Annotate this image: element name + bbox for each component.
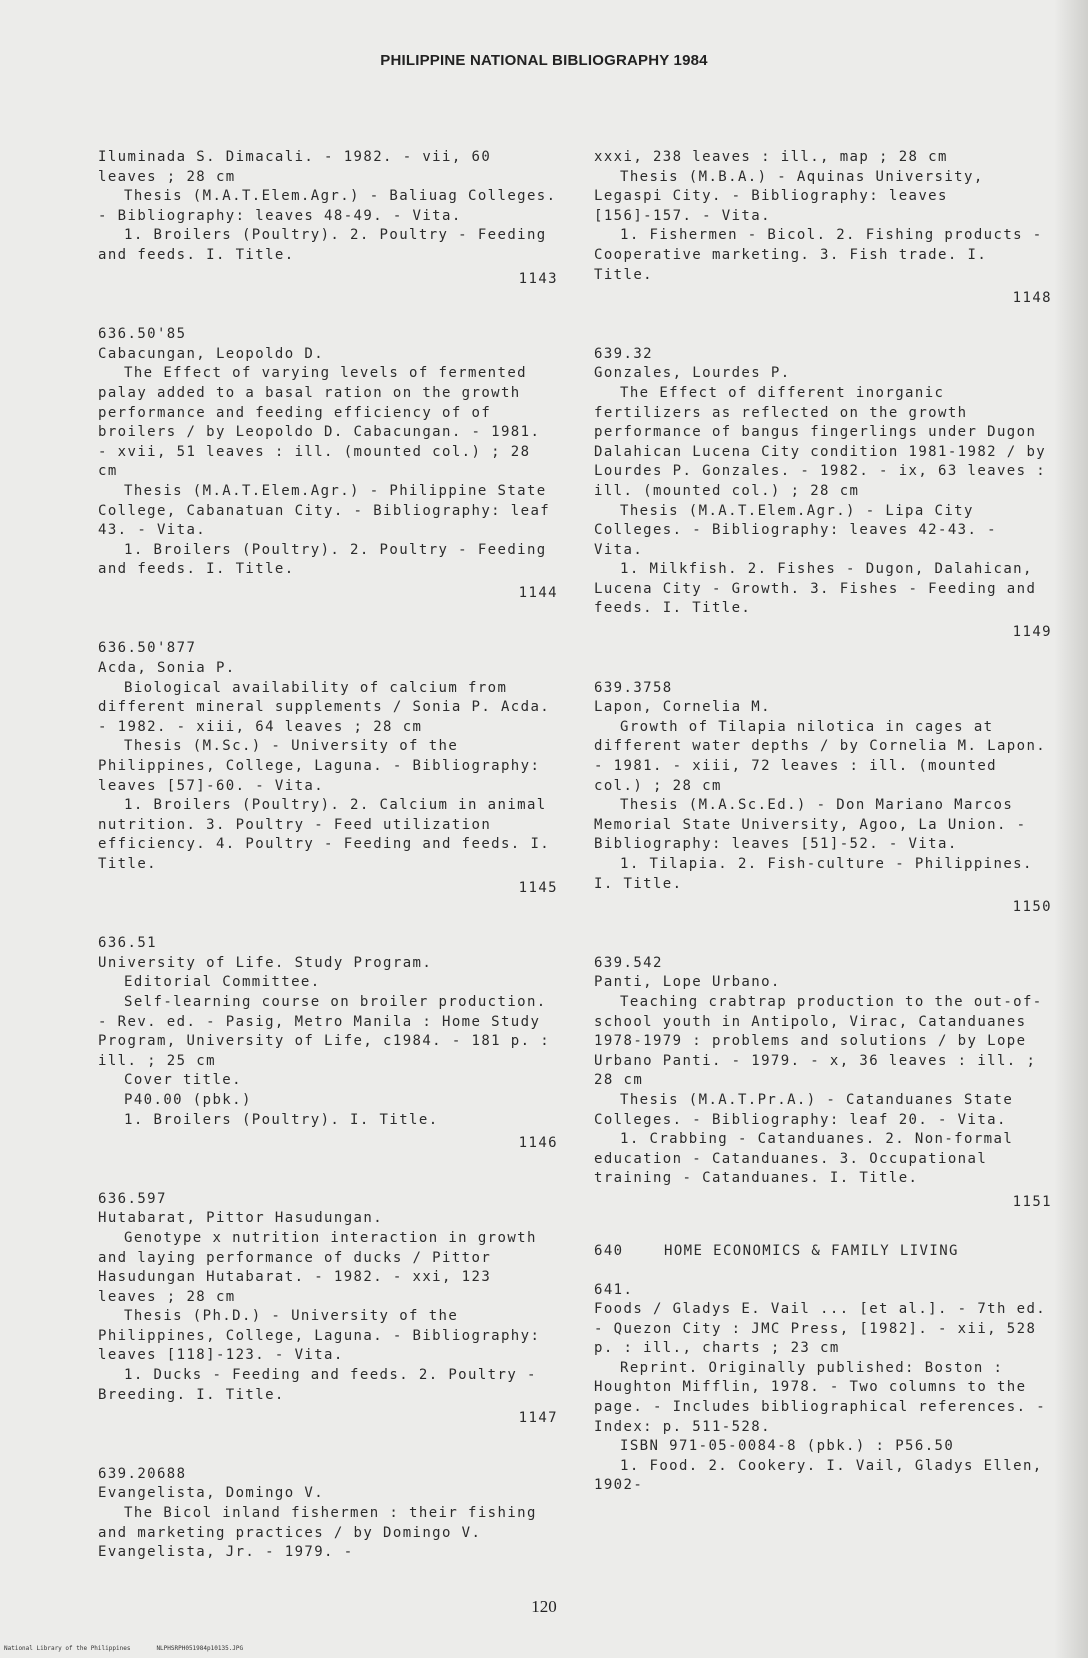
entry-subjects: 1. Broilers (Poultry). 2. Poultry - Feeding and feeds. I. Title. — [98, 541, 547, 578]
entry-thesis-note: Thesis (M.A.T.Elem.Agr.) - Lipa City Colleges. - Bibliography: leaves 42-43. - Vita. — [594, 502, 997, 558]
entry-number: 1144 — [518, 584, 558, 601]
entry-author: Hutabarat, Pittor Hasudungan. — [98, 1210, 384, 1227]
entry-title: Biological availability of calcium from different mineral supplements / Sonia P. Acda. - 1982. - xiii, 64 leaves ; 28 cm — [98, 679, 551, 735]
class-number: 639.542 — [594, 954, 663, 971]
bib-entry — [98, 325, 558, 603]
entry-thesis-note: Thesis (M.A.T.Elem.Agr.) - Baliuag Colleges. - Bibliography: leaves 48-49. - Vita. — [98, 188, 557, 224]
entry-thesis-note: Thesis (M.A.T.Pr.A.) - Catanduanes State Colleges. - Bibliography: leaf 20. - Vita. — [594, 1091, 1014, 1128]
entry-subjects: 1. Ducks - Feeding and feeds. 2. Poultry - Breeding. I. Title. — [98, 1367, 537, 1403]
entry-title: Foods / Gladys E. Vail ... [et al.]. - 7th ed. - Quezon City : JMC Press, [1982]. - xii, 528 p. : ill., charts ; 23 cm — [594, 1301, 1047, 1357]
class-number: 636.597 — [98, 1190, 167, 1207]
bib-entry — [98, 1465, 558, 1563]
library-credit: National Library of the Philippines — [4, 1645, 131, 1652]
scan-file-name: NLPHSRPH051984p10135.JPG — [156, 1645, 244, 1652]
entry-note: Reprint. Originally published: Boston : Houghton Mifflin, 1978. - Two columns to the page. - Includes bibliographical references. - Index: p. 511-528. — [594, 1359, 1047, 1435]
entry-thesis-note: Thesis (M.A.T.Elem.Agr.) - Philippine State College, Cabanatuan City. - Bibliography: leaf 43. - Vita. — [98, 482, 551, 539]
class-number: 636.50'85 — [98, 326, 187, 343]
entry-author: Acda, Sonia P. — [98, 660, 236, 677]
entry-title: The Bicol inland fishermen : their fishing and marketing practices / by Domingo V. Evangelista, Jr. - 1979. - — [98, 1505, 537, 1561]
entry-author: Panti, Lope Urbano. — [594, 974, 781, 991]
entry-number: 1146 — [518, 1135, 558, 1152]
entry-number: 1150 — [1012, 899, 1052, 916]
bib-entry — [594, 954, 1052, 1213]
entry-subjects: 1. Crabbing - Catanduanes. 2. Non-formal education - Catanduanes. 3. Occupational training - Catanduanes. I. Title. — [594, 1131, 1014, 1187]
left-column — [98, 148, 558, 1563]
bib-entry — [594, 345, 1052, 643]
entry-number: 1147 — [518, 1410, 558, 1427]
class-number: 636.50'877 — [98, 640, 197, 657]
entry-thesis-note: Thesis (M.A.Sc.Ed.) - Don Mariano Marcos Memorial State University, Agoo, La Union. - Bibliography: leaves [51]-52. - Vita. — [594, 797, 1027, 853]
entry-subjects: 1. Broilers (Poultry). 2. Calcium in animal nutrition. 3. Poultry - Feed utilization efficiency. 4. Poultry - Feeding and feeds. I. Title. — [98, 797, 551, 872]
entry-thesis-note: Thesis (M.Sc.) - University of the Philippines, College, Laguna. - Bibliography: leaves [57]-60. - Vita. — [98, 738, 541, 794]
entry-number: 1149 — [1012, 624, 1052, 641]
entry-author: Cabacungan, Leopoldo D. — [98, 345, 325, 362]
section-number: 640 — [594, 1242, 624, 1259]
section-heading — [594, 1243, 1052, 1259]
class-number: 639.3758 — [594, 679, 673, 696]
entry-title: Self-learning course on broiler production. - Rev. ed. - Pasig, Metro Manila : Home Study Program, University of Life, c1984. - 181 p. : ill. ; 25 cm — [98, 993, 551, 1069]
entry-subjects: 1. Food. 2. Cookery. I. Vail, Gladys Ellen, 1902- — [594, 1457, 1043, 1494]
entry-subjects: 1. Fishermen - Bicol. 2. Fishing products - Cooperative marketing. 3. Fish trade. I. Title. — [594, 227, 1043, 283]
entry-isbn: ISBN 971-05-0084-8 (pbk.) : P56.50 — [620, 1438, 955, 1455]
entry-sub-author: Editorial Committee. — [124, 974, 321, 991]
entry-number: 1145 — [518, 879, 558, 896]
right-column — [594, 148, 1052, 1496]
entry-author: Gonzales, Lourdes P. — [594, 365, 791, 382]
entry-thesis-note: Thesis (Ph.D.) - University of the Philippines, College, Laguna. - Bibliography: leaves [118]-123. - Vita. — [98, 1308, 541, 1364]
entry-number: 1148 — [1012, 290, 1052, 307]
entry-author: Evangelista, Domingo V. — [98, 1485, 325, 1502]
class-number: 641. — [594, 1281, 634, 1298]
entry-subjects: 1. Broilers (Poultry). 2. Poultry - Feeding and feeds. I. Title. — [98, 227, 547, 263]
bib-entry — [98, 148, 558, 289]
bib-entry — [594, 1281, 1052, 1497]
bib-entry — [594, 148, 1052, 309]
entry-price: P40.00 (pbk.) — [124, 1091, 252, 1108]
bib-entry — [98, 1190, 558, 1429]
entry-title: The Effect of varying levels of fermented palay added to a basal ration on the growth performance and feeding efficiency of of broilers / by Leopoldo D. Cabacungan. - 1981. - xvii, 51 leaves : ill. (mounted col.) ; 28 cm — [98, 365, 541, 480]
entry-number: 1151 — [1012, 1193, 1052, 1210]
running-head: PHILIPPINE NATIONAL BIBLIOGRAPHY 1984 — [380, 52, 708, 69]
page-number: 120 — [531, 1597, 557, 1616]
entry-continuation: Iluminada S. Dimacali. - 1982. - vii, 60 leaves ; 28 cm — [98, 149, 492, 185]
entry-subjects: 1. Tilapia. 2. Fish-culture - Philippines. I. Title. — [594, 856, 1033, 892]
entry-title: Growth of Tilapia nilotica in cages at different water depths / by Cornelia M. Lapon. - 1981. - xiii, 72 leaves : ill. (mounted col.) ; 28 cm — [594, 718, 1047, 794]
bib-entry — [98, 639, 558, 898]
entry-subjects: 1. Broilers (Poultry). I. Title. — [124, 1111, 439, 1128]
class-number: 639.20688 — [98, 1465, 187, 1482]
scan-credit — [4, 1645, 269, 1652]
entry-thesis-note: Thesis (M.B.A.) - Aquinas University, Legaspi City. - Bibliography: leaves [156]-157. - Vita. — [594, 168, 984, 224]
entry-continuation: xxxi, 238 leaves : ill., map ; 28 cm — [594, 149, 948, 165]
section-title: HOME ECONOMICS & FAMILY LIVING — [664, 1242, 959, 1259]
bib-entry — [594, 679, 1052, 918]
entry-author: University of Life. Study Program. — [98, 954, 433, 971]
entry-title: The Effect of different inorganic fertilizers as reflected on the growth performance of bangus fingerlings under Dugon Dalahican Lucena City condition 1981-1982 / by Lourdes P. Gonzales. - 1982. - ix, 63 leaves : ill. (mounted col.) ; 28 cm — [594, 384, 1047, 499]
entry-note: Cover title. — [124, 1072, 242, 1089]
bib-entry — [98, 934, 558, 1154]
page-edge-shadow — [1054, 0, 1088, 1658]
entry-number: 1143 — [518, 270, 558, 287]
entry-subjects: 1. Milkfish. 2. Fishes - Dugon, Dalahican, Lucena City - Growth. 3. Fishes - Feeding and feeds. I. Title. — [594, 561, 1037, 617]
class-number: 636.51 — [98, 935, 157, 952]
entry-author: Lapon, Cornelia M. — [594, 699, 771, 716]
entry-title: Genotype x nutrition interaction in growth and laying performance of ducks / Pittor Hasudungan Hutabarat. - 1982. - xxi, 123 leaves ; 28 cm — [98, 1229, 537, 1305]
class-number: 639.32 — [594, 345, 653, 362]
entry-title: Teaching crabtrap production to the out-of-school youth in Antipolo, Virac, Catanduanes 1978-1979 : problems and solutions / by Lope Urbano Panti. - 1979. - x, 36 leaves : ill. ; 28 cm — [594, 993, 1043, 1089]
